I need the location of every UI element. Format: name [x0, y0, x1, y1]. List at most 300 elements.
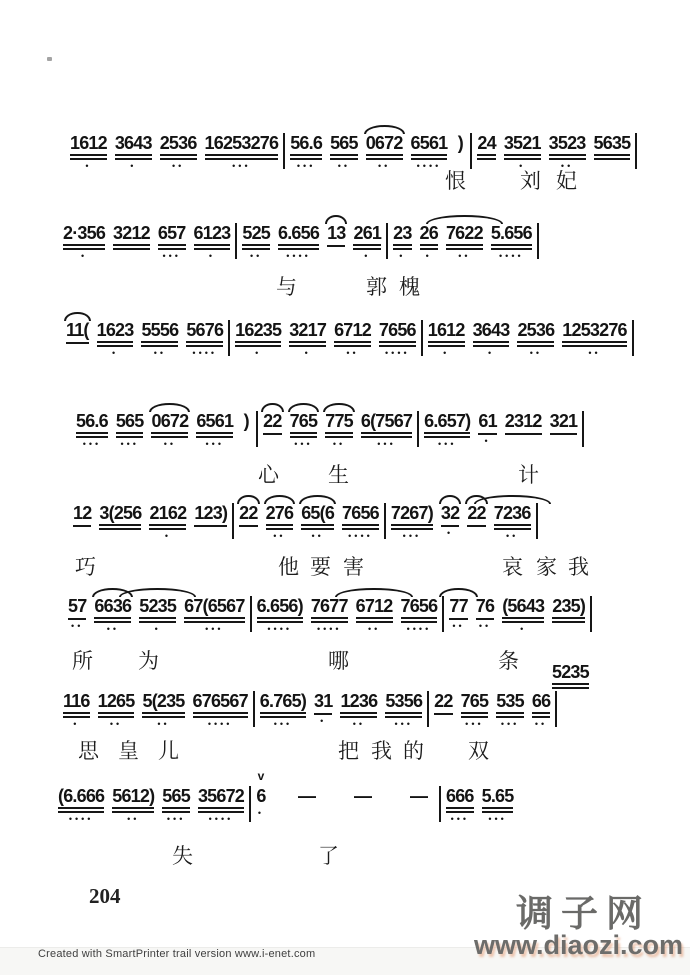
note-underline-wrap [446, 223, 483, 250]
note-group [263, 411, 281, 435]
note-underline-wrap [325, 411, 353, 438]
note-digits: 765 [461, 691, 489, 714]
note-digits: 3217 [289, 320, 326, 343]
note-underline-wrap [239, 503, 258, 523]
note-underline-wrap [475, 596, 495, 616]
note-group [455, 133, 465, 154]
score-system-4 [76, 411, 589, 447]
note-digits: 7622 [446, 223, 483, 246]
note-underline-wrap [290, 133, 322, 160]
note-digits: ) [457, 133, 463, 153]
note-underline-wrap [243, 411, 249, 431]
octave-dots: • [304, 348, 311, 358]
note-group [330, 133, 358, 169]
note-digits: 5(235 [142, 691, 184, 714]
lyric-char: 所 [72, 649, 93, 673]
note-underline-wrap [461, 691, 489, 718]
note-underline-wrap [385, 691, 422, 718]
score-system-6 [68, 596, 597, 632]
note-underline-wrap [401, 596, 438, 623]
octave-dots: •• [311, 531, 324, 541]
note-digits: 525 [242, 223, 270, 246]
note-underline-wrap [160, 133, 197, 160]
measure [242, 223, 381, 259]
note-digits: 276 [266, 503, 294, 526]
note-group [241, 411, 251, 432]
note-underline-wrap [115, 133, 152, 160]
note-underline-wrap [198, 786, 244, 813]
note-digits: 1612 [70, 133, 107, 156]
note-underline-wrap [404, 786, 434, 806]
measure [263, 411, 412, 447]
note-underline-wrap [428, 320, 465, 347]
bar-line [253, 691, 255, 727]
lyric-char: 的 [403, 739, 424, 763]
note-group [379, 320, 416, 356]
note-group [517, 320, 554, 356]
octave-dots: •••• [207, 719, 233, 729]
lyric-char: 家 [536, 555, 557, 579]
note-digits: 26 [420, 223, 438, 246]
octave-dots: •• [452, 621, 465, 631]
note-digits: 56.6 [76, 411, 108, 434]
score-system-2 [63, 223, 544, 259]
octave-dots: •• [458, 251, 471, 261]
note-digits: 5676 [186, 320, 223, 343]
note-group [478, 411, 496, 444]
octave-dots: ••• [438, 439, 457, 449]
octave-dots: •••• [267, 624, 292, 634]
note-digits: 7267) [391, 503, 433, 526]
note-digits: 22 [263, 411, 281, 435]
note-group [366, 133, 403, 169]
note-underline-wrap [290, 411, 318, 438]
octave-dots: ••• [162, 251, 181, 261]
note-underline-wrap [340, 691, 377, 718]
note-group [356, 596, 393, 632]
bar-line [283, 133, 285, 169]
note-group [446, 786, 474, 822]
note-underline-wrap [196, 411, 233, 438]
note-group [63, 223, 105, 259]
measure [428, 320, 627, 356]
note-group [58, 786, 104, 822]
lyric-char: 要 [310, 555, 331, 579]
bar-line [635, 133, 637, 169]
note-digits: 0672 [366, 133, 403, 156]
bar-line [232, 503, 234, 539]
note-digits: 6561 [411, 133, 448, 156]
note-group [242, 223, 270, 259]
note-digits: 666 [446, 786, 474, 809]
note-underline-wrap [266, 503, 294, 530]
note-group [139, 596, 176, 632]
note-group [549, 133, 586, 169]
note-underline-wrap [278, 223, 319, 250]
note-group [116, 411, 144, 447]
measure [235, 320, 416, 356]
note-group [63, 691, 90, 727]
note-group [151, 411, 188, 447]
note-group [494, 503, 531, 539]
note-group [491, 223, 532, 259]
note-underline-wrap [63, 691, 90, 718]
note-underline-wrap [184, 596, 244, 623]
octave-dots: ••• [402, 531, 422, 541]
note-digits: 7677 [311, 596, 348, 619]
note-underline-wrap [289, 320, 326, 347]
note-digits: 11( [66, 320, 89, 344]
note-digits: 321 [550, 411, 578, 435]
note-group [441, 503, 459, 536]
note-group [278, 223, 319, 259]
bar-line [555, 691, 557, 727]
note-underline-wrap [473, 320, 510, 347]
measure [552, 662, 589, 689]
measure [63, 691, 248, 727]
note-digits: 23 [393, 223, 411, 246]
octave-dots: •••• [192, 348, 218, 358]
note-group [193, 691, 248, 727]
lyric-char: 生 [328, 463, 349, 487]
note-underline-wrap [552, 596, 585, 623]
octave-dots: ••• [394, 719, 413, 729]
note-underline-wrap [361, 411, 412, 438]
note-underline-wrap [70, 133, 107, 160]
note-digits: 66 [532, 691, 550, 714]
page-number: 204 [89, 884, 121, 908]
note-digits: — [410, 786, 428, 806]
note-digits: 3643 [115, 133, 152, 156]
note-underline-wrap [379, 320, 416, 347]
measure [76, 411, 251, 447]
octave-dots: •••• [286, 251, 311, 261]
note-group [301, 503, 334, 539]
note-underline-wrap [142, 691, 184, 718]
note-group [289, 320, 326, 356]
note-group [256, 769, 266, 818]
note-group [76, 411, 108, 447]
note-group [393, 223, 411, 259]
octave-dots: ••• [166, 814, 186, 824]
note-digits: 3212 [113, 223, 150, 246]
note-underline-wrap [330, 133, 358, 160]
note-group [311, 596, 348, 632]
octave-dots: •• [273, 531, 286, 541]
note-group [327, 223, 345, 247]
note-underline-wrap [562, 320, 626, 347]
bar-line [470, 133, 472, 169]
note-digits: 67(6567 [184, 596, 244, 619]
note-digits: 6712 [334, 320, 371, 343]
note-underline-wrap [97, 320, 134, 347]
note-group [325, 411, 353, 447]
measure [58, 786, 244, 822]
measure [257, 596, 438, 632]
note-digits: 3(256 [99, 503, 141, 526]
note-group [467, 503, 485, 527]
octave-dots: •• [534, 719, 548, 729]
note-group [149, 503, 186, 539]
note-digits: 565 [330, 133, 358, 156]
bar-line [384, 503, 386, 539]
note-group [428, 320, 465, 356]
lyric-char: 为 [138, 649, 159, 673]
note-group [461, 691, 489, 727]
note-underline-wrap [98, 691, 135, 718]
measure [260, 691, 422, 727]
note-group [239, 503, 257, 527]
bar-line [536, 503, 538, 539]
note-underline-wrap [491, 223, 532, 250]
octave-dots: •• [157, 719, 170, 729]
note-group [532, 691, 550, 727]
octave-dots: •• [71, 621, 84, 631]
octave-dots: •• [560, 161, 574, 171]
octave-dots: • [208, 251, 216, 261]
note-group [562, 320, 626, 356]
octave-dots: • [154, 624, 161, 634]
measure [477, 133, 630, 169]
note-group [194, 223, 231, 259]
measure [290, 133, 465, 169]
measure [449, 596, 585, 632]
note-underline-wrap [449, 596, 468, 616]
note-digits: — [298, 786, 316, 806]
octave-dots: ••• [205, 624, 224, 634]
note-group [162, 786, 190, 822]
octave-dots: •• [163, 439, 177, 449]
note-underline-wrap [356, 596, 393, 623]
note-group [353, 223, 381, 259]
note-group [115, 133, 152, 169]
bar-line [582, 411, 584, 447]
octave-dots: • [130, 161, 137, 171]
note-group [502, 596, 544, 632]
note-group [594, 133, 631, 160]
watermark-site-url: www.diaozi.com [474, 930, 684, 960]
note-group [550, 411, 578, 435]
note-group [391, 503, 433, 539]
note-underline-wrap [482, 786, 514, 813]
lyric-char: 妃 [556, 169, 577, 193]
octave-dots: • [484, 436, 491, 446]
note-digits: 13 [327, 223, 345, 247]
lyric-char: 皇 [118, 739, 139, 763]
note-underline-wrap [260, 691, 306, 718]
note-digits: 24 [477, 133, 495, 156]
note-underline-wrap [477, 133, 495, 160]
note-group [205, 133, 279, 169]
note-underline-wrap [235, 320, 281, 347]
note-group [434, 691, 452, 715]
note-digits: 32 [441, 503, 459, 527]
bar-line [228, 320, 230, 356]
note-group [404, 786, 434, 807]
octave-dots: • [519, 161, 526, 171]
note-group [334, 320, 371, 356]
note-digits: 65(6 [301, 503, 334, 526]
lyric-char: 刘 [520, 169, 541, 193]
note-group [552, 596, 585, 623]
score-system-3 [66, 320, 639, 356]
note-group [68, 596, 86, 629]
note-underline-wrap [504, 133, 541, 160]
octave-dots: •• [478, 621, 492, 631]
lyric-char: 我 [568, 555, 589, 579]
note-underline-wrap [366, 133, 403, 160]
note-underline-wrap [257, 596, 303, 623]
note-group [411, 133, 448, 169]
note-digits: 1612 [428, 320, 465, 343]
note-digits: 5612) [112, 786, 154, 809]
note-group [314, 691, 332, 724]
note-group [385, 691, 422, 727]
note-underline-wrap [424, 411, 470, 438]
note-underline-wrap [68, 596, 87, 616]
breath-mark: v [257, 769, 265, 783]
note-digits: 7236 [494, 503, 531, 526]
octave-dots: ••• [377, 439, 396, 449]
octave-dots: • [164, 531, 171, 541]
note-underline-wrap [158, 223, 186, 250]
measure [446, 786, 513, 822]
note-underline-wrap [112, 786, 154, 813]
note-group [235, 320, 281, 356]
octave-dots: • [320, 716, 327, 726]
note-group [446, 223, 483, 259]
octave-dots: •••• [348, 531, 373, 541]
lyric-char: 儿 [158, 739, 179, 763]
note-group [504, 133, 541, 169]
note-group [348, 786, 378, 807]
note-underline-wrap [194, 503, 228, 523]
note-digits: 6.656) [257, 596, 303, 619]
note-digits: 76 [476, 596, 494, 620]
note-underline-wrap [113, 223, 150, 250]
note-digits: 57 [68, 596, 86, 620]
measure [66, 320, 223, 356]
note-digits: 3643 [473, 320, 510, 343]
note-underline-wrap [141, 320, 178, 347]
lyric-char: 双 [468, 739, 489, 763]
octave-dots: •• [109, 719, 123, 729]
note-digits: 676567 [193, 691, 248, 714]
note-digits: 5.65 [482, 786, 514, 809]
note-group [424, 411, 470, 447]
octave-dots: •• [352, 719, 366, 729]
note-digits: 3523 [549, 133, 586, 156]
note-digits: 22 [239, 503, 257, 527]
note-underline-wrap [76, 411, 108, 438]
note-digits: 235) [552, 596, 585, 619]
octave-dots: •• [127, 814, 140, 824]
note-group [340, 691, 377, 727]
note-underline-wrap [151, 411, 188, 438]
score-system-8 [63, 691, 562, 727]
note-digits: 6712 [356, 596, 393, 619]
note-underline-wrap [446, 786, 474, 813]
note-group [98, 691, 135, 727]
octave-dots: • [443, 348, 450, 358]
lyric-char: 把 [338, 739, 359, 763]
note-underline-wrap [334, 320, 371, 347]
lyric-char: 了 [318, 844, 339, 868]
note-digits: 535 [496, 691, 524, 714]
note-digits: 7656 [379, 320, 416, 343]
note-digits: 2162 [149, 503, 186, 526]
note-underline-wrap [440, 503, 460, 523]
lyric-char: 条 [498, 649, 519, 673]
lyric-char: 计 [518, 463, 539, 487]
octave-dots: ••• [120, 439, 139, 449]
lyric-char: 哀 [502, 555, 523, 579]
note-underline-wrap [292, 786, 322, 806]
note-underline-wrap [116, 411, 144, 438]
note-underline-wrap [149, 503, 186, 530]
octave-dots: • [364, 251, 371, 261]
note-digits: 2536 [517, 320, 554, 343]
score-system-1 [70, 133, 642, 169]
bar-line [249, 786, 251, 822]
note-digits: 6.657) [424, 411, 470, 434]
octave-dots: • [85, 161, 92, 171]
note-group [401, 596, 438, 632]
octave-dots: ••• [82, 439, 102, 449]
note-underline-wrap [205, 133, 279, 160]
octave-dots: • [111, 348, 119, 358]
measure [393, 223, 532, 259]
octave-dots: •• [153, 348, 167, 358]
note-underline-wrap [186, 320, 223, 347]
note-group [196, 411, 233, 447]
bar-line [256, 411, 258, 447]
note-digits: 5235 [552, 662, 589, 685]
measure [68, 596, 245, 632]
note-digits: 1623 [97, 320, 134, 343]
note-digits: 77 [449, 596, 467, 620]
note-underline-wrap [552, 662, 589, 689]
measure [434, 691, 550, 727]
note-group [266, 503, 294, 539]
lyric-char: 与 [276, 275, 297, 299]
note-underline-wrap [494, 503, 531, 530]
note-digits: 657 [158, 223, 186, 246]
octave-dots: •• [332, 439, 346, 449]
note-digits: 6561 [196, 411, 233, 434]
octave-dots: •••• [499, 251, 524, 261]
note-group [99, 503, 141, 530]
note-underline-wrap [504, 411, 542, 431]
octave-dots: • [73, 719, 80, 729]
octave-dots: ••• [296, 161, 316, 171]
bar-line [442, 596, 444, 632]
octave-dots: •• [367, 624, 381, 634]
note-group [449, 596, 467, 629]
note-underline-wrap [99, 503, 141, 530]
note-underline-wrap [420, 223, 438, 250]
note-group [292, 786, 322, 807]
measure [70, 133, 278, 169]
measure [73, 503, 227, 539]
note-group [505, 411, 542, 435]
note-group [257, 596, 303, 632]
note-underline-wrap [263, 411, 282, 431]
bar-line [235, 223, 237, 259]
lyric-char: 我 [371, 739, 392, 763]
note-group [141, 320, 178, 356]
note-group [73, 503, 91, 527]
